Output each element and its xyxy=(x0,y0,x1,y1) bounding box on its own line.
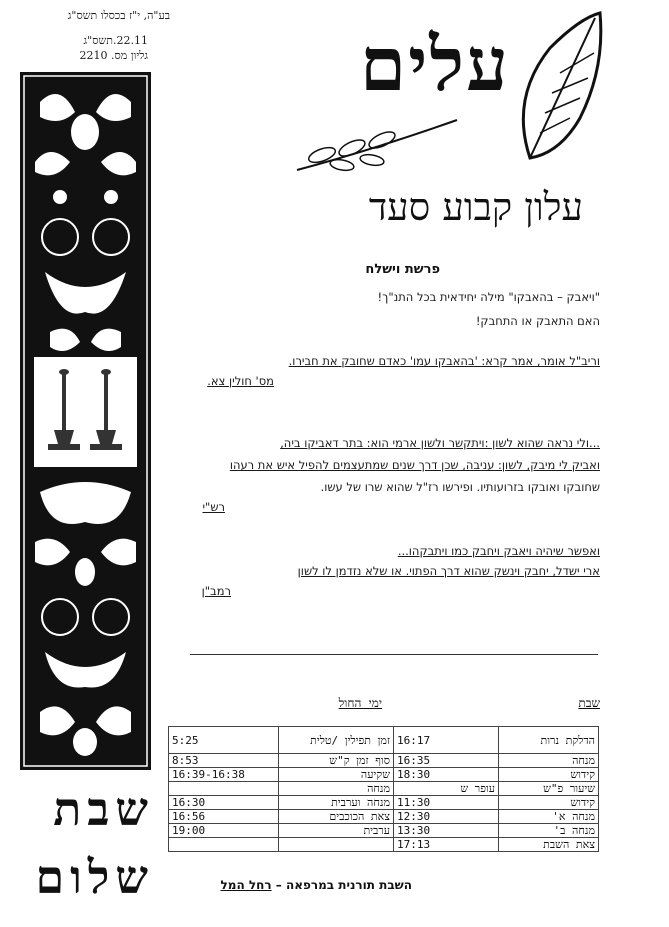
footer-text: השבת תורנית במרפאה – xyxy=(271,878,412,892)
logo-subtitle: עלון קבוע סעד xyxy=(368,185,583,229)
table-row xyxy=(169,768,599,782)
weekday-time-cell: 8:53 xyxy=(169,754,279,768)
weekday-label-cell: זמן תפילין /טלית xyxy=(279,727,394,754)
sidebar-ornament-icon xyxy=(20,72,151,770)
weekday-label-cell xyxy=(279,838,394,852)
logo-title: עלים xyxy=(359,22,510,108)
weekday-time-cell: 16:56 xyxy=(169,810,279,824)
branch-logo-icon xyxy=(292,110,462,180)
weekday-label-cell: מנחה וערבית xyxy=(279,796,394,810)
shabbat-schedule-header: שבת xyxy=(578,696,600,710)
shabbat-label-cell: צאת השבת xyxy=(499,838,599,852)
table-row xyxy=(169,754,599,768)
table-row xyxy=(169,727,599,754)
footer-name: רחל המל xyxy=(220,878,272,892)
schedule-table xyxy=(168,726,599,852)
section-divider xyxy=(190,654,598,655)
shabbat-label-cell: הדלקת נרות xyxy=(499,727,599,754)
table-row xyxy=(169,796,599,810)
quote3-line-1: ואפשר שיהיה ויאבק ויחבק כמו ויתבקהו... xyxy=(397,544,600,558)
intro-line-2: האם התאבק או התחבק! xyxy=(475,314,600,328)
weekday-time-cell: 16:39-16:38 xyxy=(169,768,279,782)
shabbat-time-cell: 12:30 xyxy=(394,810,499,824)
shabbat-time-cell: 13:30 xyxy=(394,824,499,838)
header-issue-number: גליון מס. 2210 xyxy=(79,49,148,62)
weekday-label-cell: ערבית xyxy=(279,824,394,838)
weekday-label-cell: מנחה xyxy=(279,782,394,796)
weekday-time-cell: 16:30 xyxy=(169,796,279,810)
quote2-line-1: ...ולי נראה שהוא לשון :ויתקשר ולשון ארמי הוא: בתר דאביקו ביה, xyxy=(280,436,600,450)
weekday-label-cell: צאת הכוכבים xyxy=(279,810,394,824)
footer-duty xyxy=(200,878,412,892)
table-row xyxy=(169,824,599,838)
quote1-line-1: וריב"ל אומר, אמר קרא: 'בהאבקו עמו' כאדם שחובק את חבירו. xyxy=(288,354,600,368)
schedule-table-wrapper xyxy=(168,726,599,852)
shabbat-label-cell: מנחה א' xyxy=(499,810,599,824)
shabbat-word: שבת xyxy=(53,782,154,836)
shabbat-label-cell: מנחה xyxy=(499,754,599,768)
quote2-line-3: שחובקו ואובקו בזרועותיו. ופירשו רז"ל שהוא שרו של עשו. xyxy=(320,480,600,494)
shalom-word: שלום xyxy=(35,850,154,904)
shabbat-label-cell: קידוש xyxy=(499,796,599,810)
quote1-source: מס' חולין צא. xyxy=(207,374,274,388)
quote3-source: רמב"ן xyxy=(201,584,231,598)
table-row xyxy=(169,810,599,824)
shabbat-time-cell: 11:30 xyxy=(394,796,499,810)
header-date-gregorian: 22.11.תשס"ג xyxy=(83,34,148,47)
weekday-time-cell xyxy=(169,782,279,796)
intro-line-1: "ויאבק – בהאבקו" מילה יחידאית בכל התנ"ך! xyxy=(377,290,600,304)
table-row xyxy=(169,838,599,852)
weekday-label-cell: שקיעה xyxy=(279,768,394,782)
decorative-sidebar xyxy=(20,72,151,770)
shabbat-time-cell: 16:35 xyxy=(394,754,499,768)
shabbat-time-cell: 18:30 xyxy=(394,768,499,782)
weekday-time-cell xyxy=(169,838,279,852)
quote3-line-2: ארי ישדל, יחבק וינשק שהוא דרך הפתוי. או שלא נזדמן לו לשון xyxy=(297,564,600,578)
shabbat-time-cell: 17:13 xyxy=(394,838,499,852)
weekday-schedule-header: ימי החול xyxy=(338,696,382,710)
shabbat-label-cell: מנחה ב' xyxy=(499,824,599,838)
shabbat-label-cell: שיעור פ"ש xyxy=(499,782,599,796)
weekday-time-cell: 5:25 xyxy=(169,727,279,754)
shabbat-time-cell: עופר ש xyxy=(394,782,499,796)
table-row xyxy=(169,782,599,796)
parasha-title: פרשת וישלח xyxy=(365,262,440,277)
leaf-logo-icon xyxy=(500,8,610,168)
header-date-hebrew: בע"ה, י"ז בכסלו תשס"ג xyxy=(67,9,170,22)
weekday-time-cell: 19:00 xyxy=(169,824,279,838)
shabbat-time-cell: 16:17 xyxy=(394,727,499,754)
weekday-label-cell: סוף זמן ק"ש xyxy=(279,754,394,768)
quote2-source: רש"י xyxy=(202,500,225,514)
shabbat-label-cell: קידוש xyxy=(499,768,599,782)
quote2-line-2: ואביק לי מיבק, לשון: עניבה, שכן דרך שנים שמתעצמים להפיל איש את רעהו xyxy=(229,458,600,472)
